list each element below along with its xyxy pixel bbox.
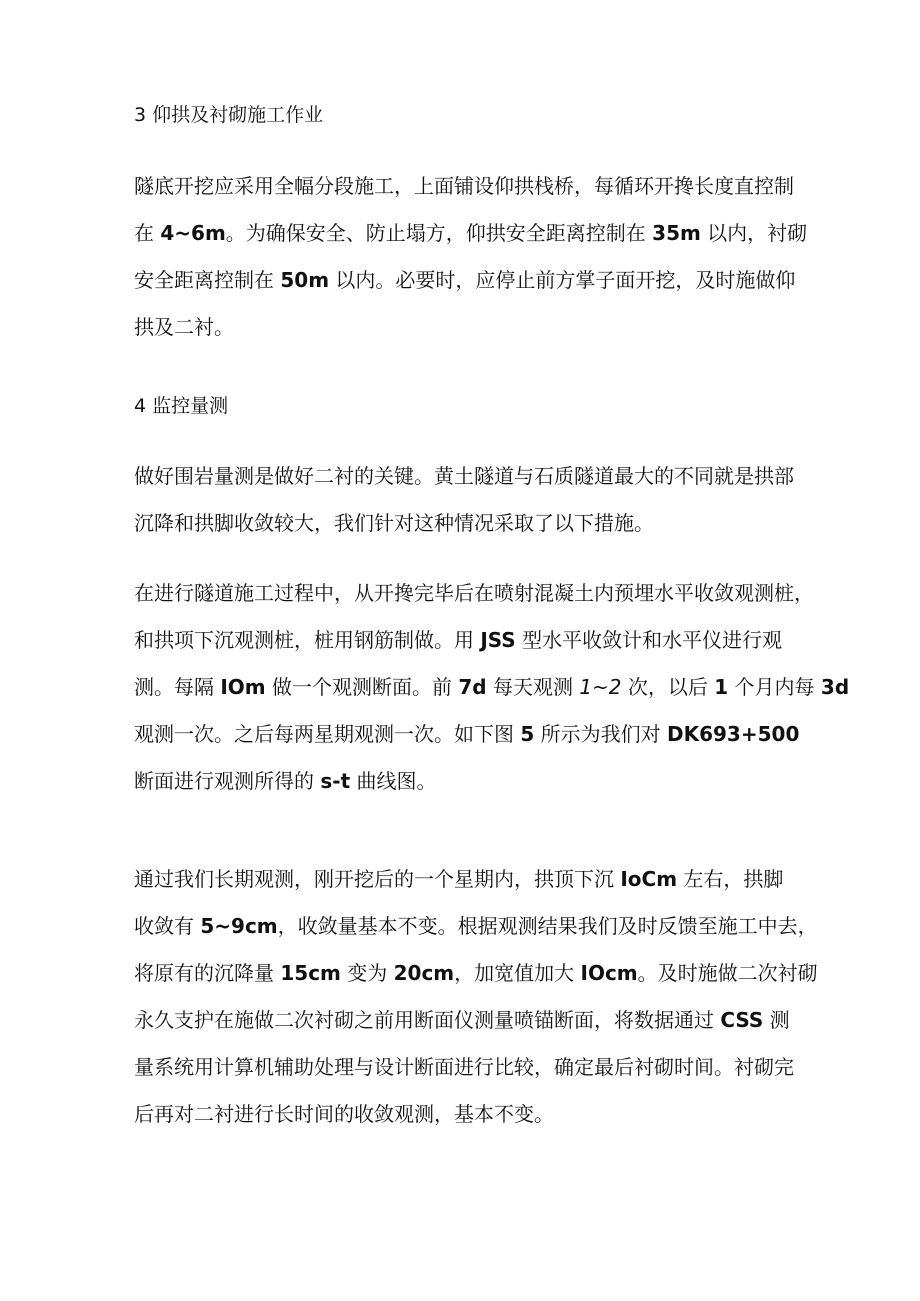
text-run: 。及时施做二次衬砌 bbox=[637, 961, 818, 985]
text-run: 测 bbox=[763, 1008, 790, 1032]
text-line bbox=[134, 453, 794, 500]
section-heading-3: 3 仰拱及衬砌施工作业 bbox=[134, 104, 324, 126]
bold-text-run: 7d bbox=[458, 675, 487, 699]
text-line bbox=[134, 1091, 794, 1138]
text-line bbox=[134, 617, 794, 664]
bold-text-run: 50m bbox=[280, 268, 330, 292]
text-line bbox=[134, 903, 818, 950]
text-run: 以内，衬砌 bbox=[700, 221, 808, 245]
italic-text-run: 1~2 bbox=[579, 675, 622, 699]
text-run: 拱及二衬。 bbox=[134, 315, 234, 339]
bold-text-run: 15cm bbox=[280, 961, 341, 985]
text-line bbox=[134, 210, 808, 257]
text-run: 永久支护在施做二次衬砌之前用断面仪测量喷锚断面，将数据通过 bbox=[134, 1008, 721, 1032]
bold-text-run: 3d bbox=[820, 675, 850, 699]
text-run: 观测一次。之后每两星期观测一次。如下图 bbox=[134, 722, 521, 746]
text-run: 断面进行观测所得的 bbox=[134, 769, 321, 793]
bold-text-run: IOcm bbox=[580, 961, 638, 985]
text-line bbox=[134, 664, 850, 711]
text-line bbox=[134, 856, 794, 903]
section-heading-4: 4 监控量测 bbox=[134, 395, 229, 417]
text-run: 个月内每 bbox=[728, 675, 821, 699]
text-line bbox=[134, 163, 794, 210]
paragraph-arch-lining bbox=[134, 163, 808, 351]
text-run: 沉降和拱脚收敛较大，我们针对这种情况采取了以下措施。 bbox=[134, 511, 654, 535]
bold-text-run: JSS bbox=[480, 628, 516, 652]
bold-text-run: 20cm bbox=[393, 961, 455, 985]
text-line bbox=[134, 758, 794, 805]
text-run: 次，以后 bbox=[621, 675, 715, 699]
text-run: 曲线图。 bbox=[350, 769, 437, 793]
bold-text-run: 4~6m bbox=[160, 221, 226, 245]
text-run: 和拱项下沉观测桩，桩用钢筋制做。用 bbox=[134, 628, 481, 652]
text-line bbox=[134, 304, 794, 351]
text-run: ，收敛量基本不变。根据观测结果我们及时反馈至施工中去， bbox=[277, 914, 818, 938]
bold-text-run: IoCm bbox=[620, 867, 678, 891]
text-line bbox=[134, 711, 800, 758]
paragraph-monitoring-results bbox=[134, 856, 818, 1138]
text-run: 以内。必要时，应停止前方掌子面开挖，及时施做仰 bbox=[329, 268, 796, 292]
text-run: 收敛有 bbox=[134, 914, 201, 938]
text-line bbox=[134, 997, 794, 1044]
text-run: 做好围岩量测是做好二衬的关键。黄土隧道与石质隧道最大的不同就是拱部 bbox=[134, 464, 794, 488]
bold-text-run: IOm bbox=[220, 675, 266, 699]
text-run: 测。每隔 bbox=[134, 675, 221, 699]
bold-text-run: 5~9cm bbox=[200, 914, 278, 938]
text-run: 所示为我们对 bbox=[534, 722, 667, 746]
bold-text-run: 1 bbox=[714, 675, 729, 699]
text-run: 安全距离控制在 bbox=[134, 268, 281, 292]
text-run: 在进行隧道施工过程中，从开搀完毕后在喷射混凝土内预埋水平收敛观测桩， bbox=[134, 581, 814, 605]
bold-text-run: DK693+500 bbox=[667, 722, 800, 746]
text-run: 左右，拱脚 bbox=[677, 867, 784, 891]
text-run: 后再对二衬进行长时间的收敛观测，基本不变。 bbox=[134, 1102, 554, 1126]
bold-text-run: CSS bbox=[720, 1008, 764, 1032]
text-line bbox=[134, 570, 814, 617]
text-run: ，加宽值加大 bbox=[454, 961, 581, 985]
text-run: 在 bbox=[134, 221, 161, 245]
text-run: 隧底开挖应采用全幅分段施工，上面铺设仰拱栈桥，每循环开搀长度直控制 bbox=[134, 174, 794, 198]
text-run: 量系统用计算机辅助处理与设计断面进行比较，确定最后衬砌时间。衬砌完 bbox=[134, 1055, 794, 1079]
bold-text-run: 5 bbox=[520, 722, 535, 746]
paragraph-monitoring-method bbox=[134, 570, 850, 805]
bold-text-run: s-t bbox=[320, 769, 351, 793]
text-run: 。为确保安全、防止塌方，仰拱安全距离控制在 bbox=[225, 221, 653, 245]
text-run: 型水平收敛计和水平仪进行观 bbox=[515, 628, 783, 652]
text-run: 做一个观测断面。前 bbox=[265, 675, 459, 699]
text-run: 变为 bbox=[340, 961, 394, 985]
text-line bbox=[134, 500, 794, 547]
text-line bbox=[134, 950, 818, 997]
text-run: 每天观测 bbox=[486, 675, 580, 699]
paragraph-monitoring-intro bbox=[134, 453, 794, 547]
bold-text-run: 35m bbox=[652, 221, 701, 245]
text-run: 将原有的沉降量 bbox=[134, 961, 281, 985]
text-run: 通过我们长期观测，刚开挖后的一个星期内，拱顶下沉 bbox=[134, 867, 621, 891]
text-line bbox=[134, 1044, 794, 1091]
text-line bbox=[134, 257, 794, 304]
